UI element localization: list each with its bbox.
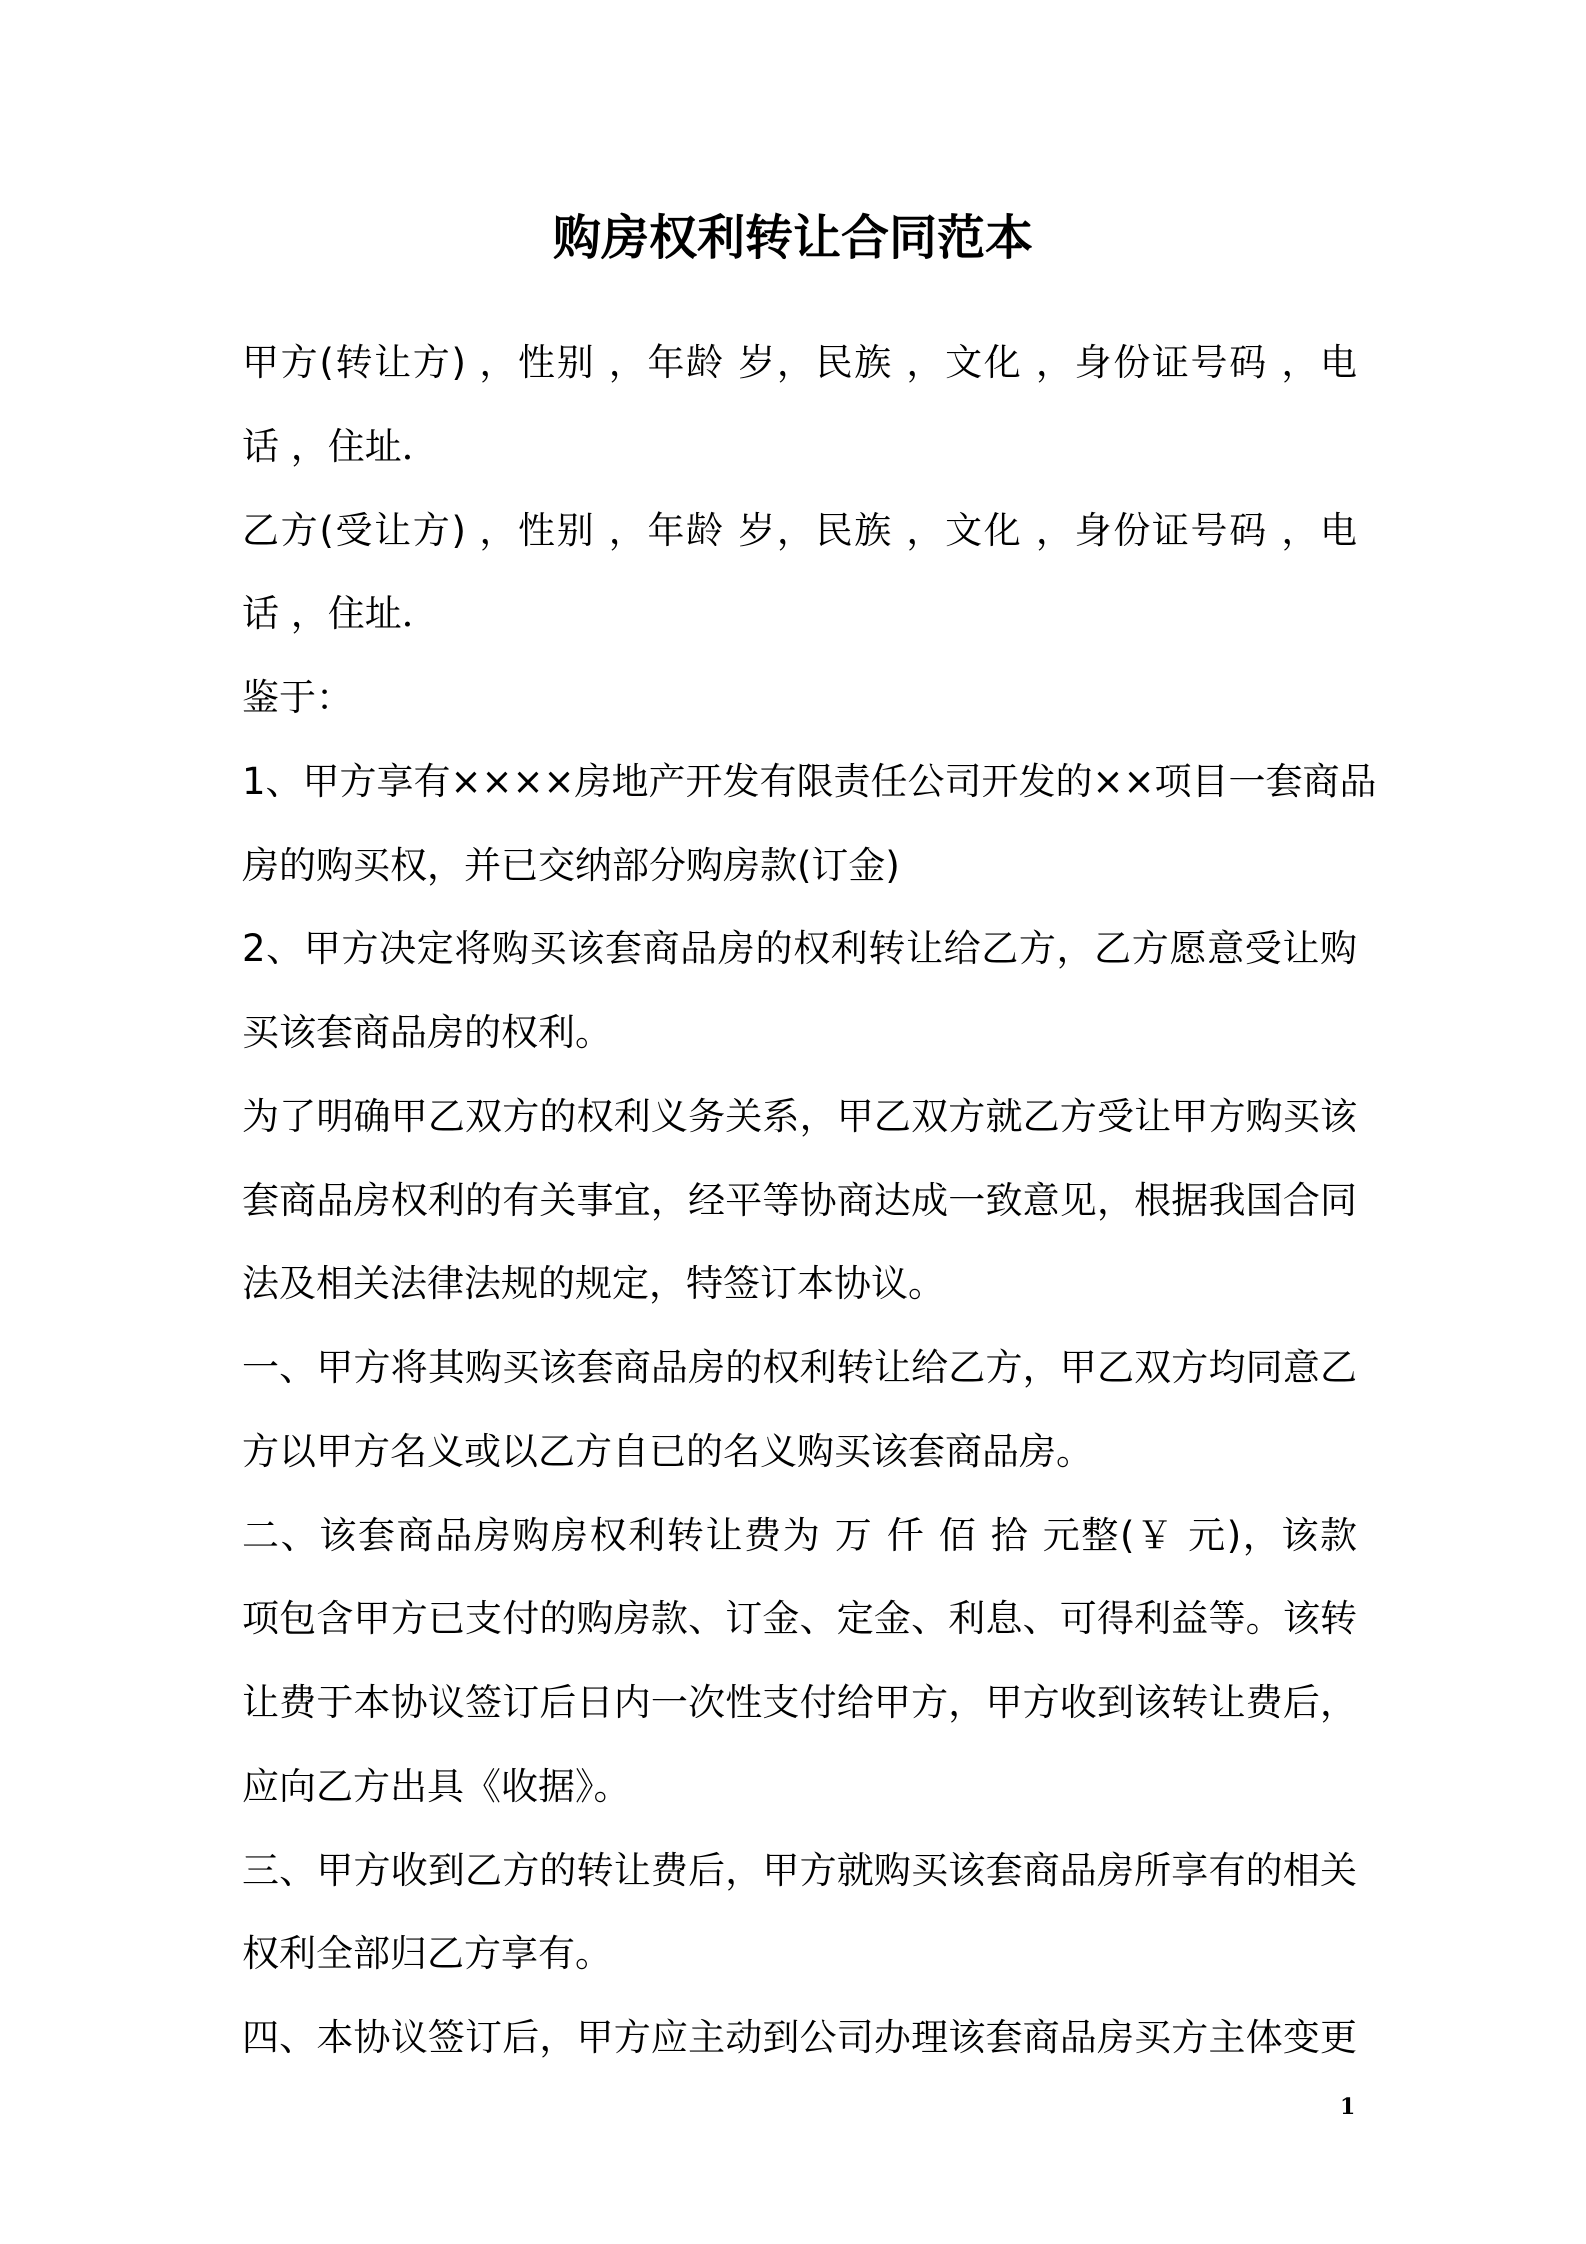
article-3-line-2: 权利全部归乙方享有。 [242, 1932, 612, 1975]
article-1-line-2: 方以甲方名义或以乙方自已的名义购买该套商品房。 [242, 1430, 1093, 1473]
preamble-line-2: 套商品房权利的有关事宜，经平等协商达成一致意见，根据我国合同 [242, 1179, 1357, 1222]
document-title: 购房权利转让合同范本 [552, 210, 1033, 266]
article-2-line-4: 应向乙方出具《收据》。 [242, 1765, 631, 1808]
preamble-line-3: 法及相关法律法规的规定，特签订本协议。 [242, 1262, 945, 1305]
party-a-line-1: 甲方(转让方) ，性别 ，年龄 岁，民族 ，文化 ，身份证号码 ，电 [242, 341, 1357, 384]
party-a-line-2: 话 ，住址． [242, 425, 439, 468]
page-number: 1 [1340, 2094, 1356, 2120]
party-b-line-1: 乙方(受让方) ，性别 ，年龄 岁，民族 ，文化 ，身份证号码 ，电 [242, 509, 1357, 552]
article-4-line-1: 四、本协议签订后，甲方应主动到公司办理该套商品房买方主体变更 [242, 2016, 1357, 2059]
whereas-heading: 鉴于： [242, 676, 353, 719]
clause-2-line-1: 2、甲方决定将购买该套商品房的权利转让给乙方，乙方愿意受让购 [242, 927, 1357, 970]
party-b-line-2: 话 ，住址． [242, 592, 439, 635]
article-3-line-1: 三、甲方收到乙方的转让费后，甲方就购买该套商品房所享有的相关 [242, 1849, 1357, 1892]
clause-1-line-1: 1、甲方享有××××房地产开发有限责任公司开发的××项目一套商品 [242, 760, 1377, 803]
article-1-line-1: 一、甲方将其购买该套商品房的权利转让给乙方，甲乙双方均同意乙 [242, 1346, 1357, 1389]
article-2-line-3: 让费于本协议签订后日内一次性支付给甲方，甲方收到该转让费后， [242, 1681, 1357, 1724]
clause-1-line-2: 房的购买权，并已交纳部分购房款(订金) [242, 844, 900, 887]
preamble-line-1: 为了明确甲乙双方的权利义务关系，甲乙双方就乙方受让甲方购买该 [242, 1095, 1357, 1138]
article-2-line-2: 项包含甲方已支付的购房款、订金、定金、利息、可得利益等。该转 [242, 1597, 1357, 1640]
article-2-line-1: 二、该套商品房购房权利转让费为 万 仟 佰 拾 元整(￥ 元)，该款 [242, 1514, 1357, 1557]
clause-2-line-2: 买该套商品房的权利。 [242, 1011, 612, 1054]
